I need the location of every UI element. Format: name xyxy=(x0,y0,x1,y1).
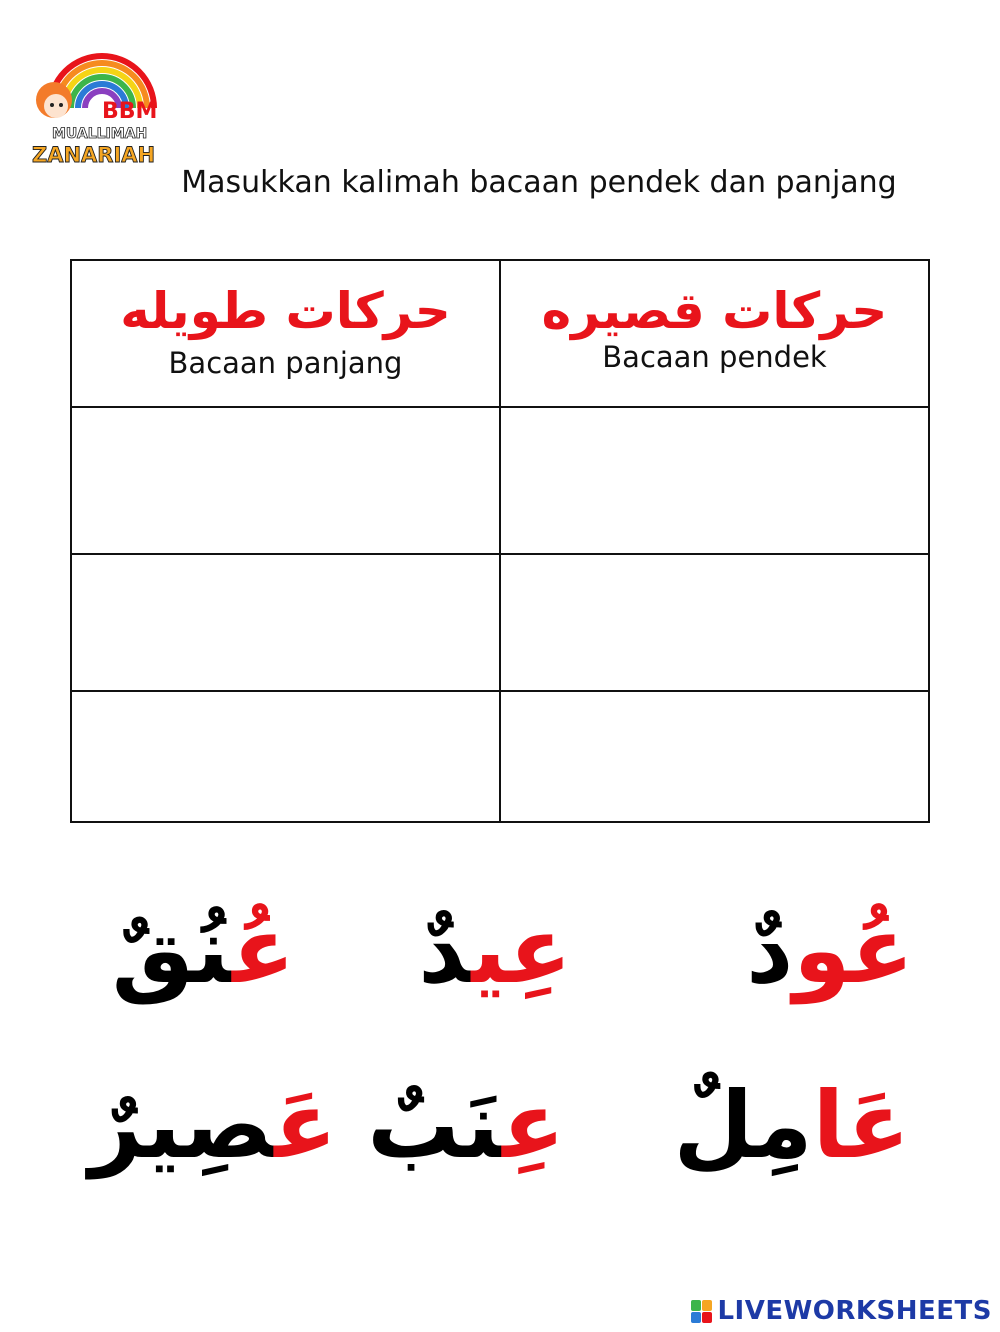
word-prefix: عَا xyxy=(812,1072,910,1179)
logo-text-1: BBM xyxy=(102,99,158,124)
word-rest: دٌ xyxy=(418,897,472,1004)
liveworksheets-logo[interactable] xyxy=(691,1294,992,1328)
header-cell-short xyxy=(500,260,929,407)
liveworksheets-text: LIVEWORKSHEETS xyxy=(717,1296,992,1326)
word-prefix: عَ xyxy=(274,1072,338,1179)
table-row xyxy=(71,407,929,554)
logo xyxy=(28,38,173,170)
drop-zone-long-2[interactable] xyxy=(71,554,500,691)
header-long-arabic: حركات طويله xyxy=(120,282,451,340)
word-card-amil[interactable] xyxy=(673,1072,910,1179)
drop-zone-short-1[interactable] xyxy=(500,407,929,554)
header-long-label: Bacaan panjang xyxy=(168,346,403,380)
word-card-eid[interactable] xyxy=(410,897,580,1004)
instruction-text: Masukkan kalimah bacaan pendek dan panjang xyxy=(181,165,897,200)
word-prefix: عِي xyxy=(471,897,572,1004)
word-rest: نَبٌ xyxy=(367,1072,503,1179)
word-prefix: عِ xyxy=(502,1072,565,1179)
header-short-arabic: حركات قصيره xyxy=(541,282,888,340)
logo-text-3: ZANARIAH xyxy=(32,143,156,167)
word-card-inab[interactable] xyxy=(367,1072,565,1179)
logo-text-2: MUALLIMAH xyxy=(52,126,148,142)
header-cell-long xyxy=(71,260,500,407)
drop-zone-long-1[interactable] xyxy=(71,407,500,554)
liveworksheets-icon xyxy=(691,1300,712,1323)
drop-zone-short-3[interactable] xyxy=(500,691,929,822)
word-rest: دٌ xyxy=(746,897,794,1004)
sorting-table xyxy=(70,259,930,823)
drop-zone-long-3[interactable] xyxy=(71,691,500,822)
word-rest: صِيرٌ xyxy=(88,1072,275,1179)
word-card-unuq[interactable] xyxy=(111,897,295,1004)
word-card-asir[interactable] xyxy=(88,1072,338,1179)
logo-graphic xyxy=(28,38,173,170)
header-short-label: Bacaan pendek xyxy=(602,340,827,374)
word-card-ud[interactable] xyxy=(740,897,920,1004)
drop-zone-short-2[interactable] xyxy=(500,554,929,691)
word-rest: مِلٌ xyxy=(673,1072,813,1179)
table-row xyxy=(71,554,929,691)
word-prefix: عُو xyxy=(793,897,914,1004)
word-rest: نُقٌ xyxy=(111,897,233,1004)
table-header-row xyxy=(71,260,929,407)
table-row xyxy=(71,691,929,822)
word-prefix: عُ xyxy=(232,897,295,1004)
